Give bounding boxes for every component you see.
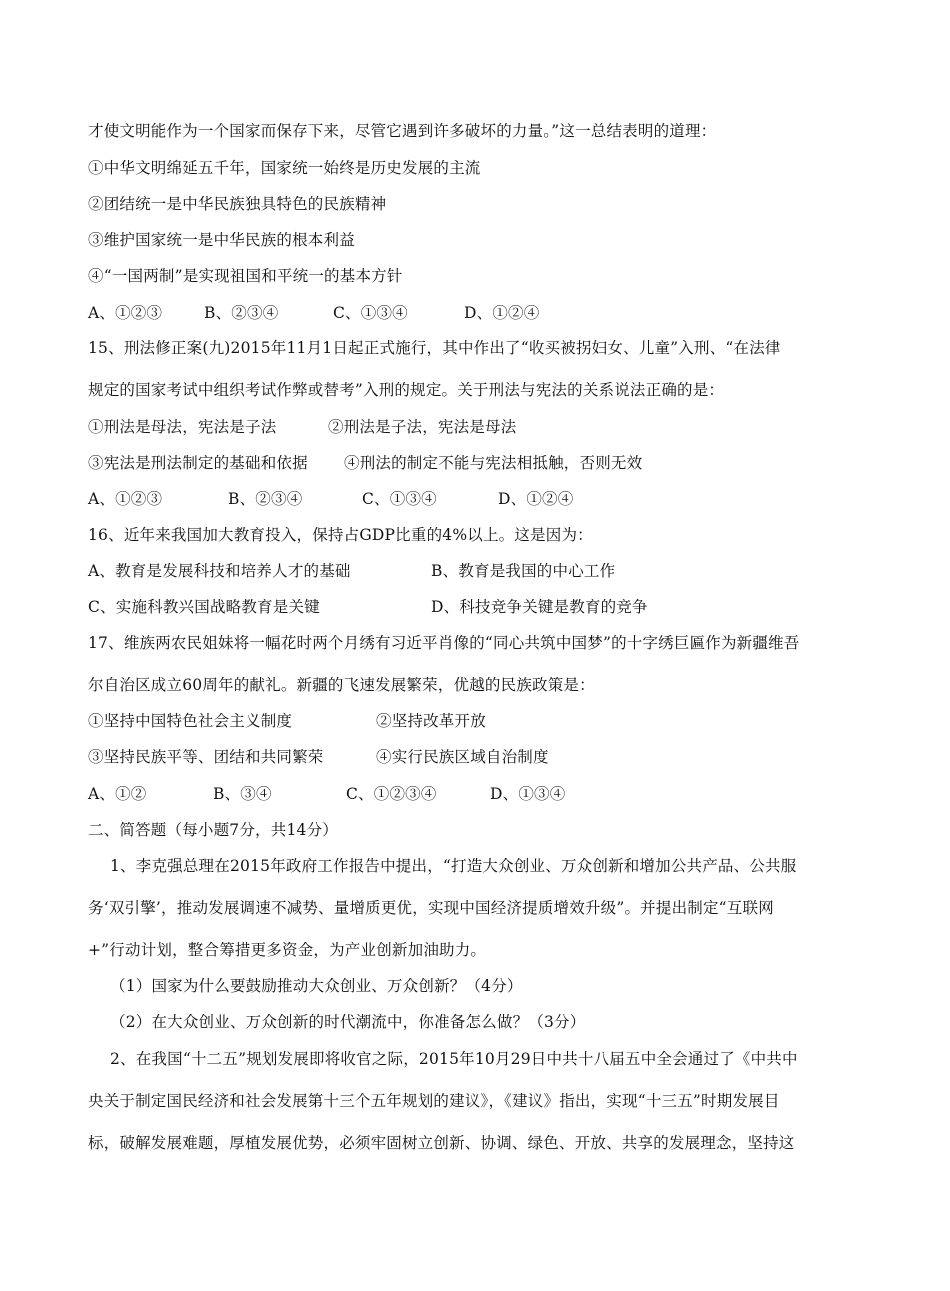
q16-stem: 16、近年来我国加大教育投入，保持占GDP比重的4%以上。这是因为： (88, 526, 593, 544)
section-2-heading: 二、简答题（每小题7分，共14分） (88, 821, 338, 839)
s2-q1-line-2: 务‘双引擎’，推动发展调速不减势、量增质更优，实现中国经济提质增效升级”。并提出制定“互联网 (88, 899, 774, 917)
q17-stem-line-1: 17、维族两农民姐妹将一幅花时两个月绣有习近平肖像的“同心共筑中国梦”的十字绣巨匾作为新疆维吾 (88, 634, 800, 652)
q15-stem-line-1: 15、刑法修正案(九)2015年11月1日起正式施行，其中作出了“收买被拐妇女、儿童”入刑、“在法律 (88, 339, 781, 357)
q14-statement-3: ③维护国家统一是中华民族的根本利益 (88, 231, 355, 249)
s2-q2-line-2: 央关于制定国民经济和社会发展第十三个五年规划的建议》，《建议》指出，实现“十三五”时期发展目 (88, 1092, 780, 1110)
q14-statement-2: ②团结统一是中华民族独具特色的民族精神 (88, 195, 387, 213)
q17-stem-line-2: 尔自治区成立60周年的献礼。新疆的飞速发展繁荣，优越的民族政策是： (88, 676, 595, 694)
s2-q1-sub-2: （2）在大众创业、万众创新的时代潮流中，你准备怎么做？（3分） (110, 1013, 586, 1031)
q16-option-a[interactable]: A、教育是发展科技和培养人才的基础 (88, 562, 351, 580)
q15-statement-3: ③宪法是刑法制定的基础和依据 (88, 454, 308, 472)
q16-option-c[interactable]: C、实施科教兴国战略教育是关键 (88, 598, 320, 616)
q17-statement-1: ①坚持中国特色社会主义制度 (88, 712, 293, 730)
q15-statement-2: ②刑法是子法，宪法是母法 (328, 418, 517, 436)
q15-statement-1: ①刑法是母法，宪法是子法 (88, 418, 277, 436)
q17-statement-2: ②坚持改革开放 (376, 712, 486, 730)
q14-stem-tail: 才使文明能作为一个国家而保存下来，尽管它遇到许多破坏的力量。”这一总结表明的道理： (88, 122, 717, 140)
q17-statement-3: ③坚持民族平等、团结和共同繁荣 (88, 748, 324, 766)
s2-q1-sub-1: （1）国家为什么要鼓励推动大众创业、万众创新？（4分） (110, 977, 523, 995)
q15-option-a[interactable]: A、①②③ (88, 490, 163, 508)
s2-q1-line-3: +”行动计划，整合筹措更多资金，为产业创新加油助力。 (88, 941, 487, 959)
s2-q2-line-3: 标，破解发展难题，厚植发展优势，必须牢固树立创新、协调、绿色、开放、共享的发展理念，坚持这 (88, 1134, 795, 1152)
q17-statement-4: ④实行民族区域自治制度 (376, 748, 549, 766)
s2-q1-line-1: 1、李克强总理在2015年政府工作报告中提出，“打造大众创业、万众创新和增加公共产品、公共服 (110, 857, 797, 875)
q15-option-b[interactable]: B、②③④ (228, 490, 303, 508)
q14-statement-4: ④“一国两制”是实现祖国和平统一的基本方针 (88, 267, 403, 285)
q15-option-d[interactable]: D、①②④ (498, 490, 574, 508)
q17-option-b[interactable]: B、③④ (213, 785, 272, 803)
q14-option-b[interactable]: B、②③④ (204, 304, 279, 322)
q14-option-d[interactable]: D、①②④ (464, 304, 540, 322)
q17-option-a[interactable]: A、①② (88, 785, 147, 803)
s2-q2-line-1: 2、在我国“十二五”规划发展即将收官之际，2015年10月29日中共十八届五中全会通过了《中共中 (110, 1050, 798, 1068)
q16-option-d[interactable]: D、科技竞争关键是教育的竞争 (431, 598, 648, 616)
q15-statement-4: ④刑法的制定不能与宪法相抵触，否则无效 (344, 454, 643, 472)
q14-option-c[interactable]: C、①③④ (333, 304, 408, 322)
q15-stem-line-2: 规定的国家考试中组织考试作弊或替考”入刑的规定。关于刑法与宪法的关系说法正确的是： (88, 381, 725, 399)
q16-option-b[interactable]: B、教育是我国的中心工作 (431, 562, 616, 580)
q17-option-d[interactable]: D、①③④ (490, 785, 566, 803)
q14-option-a[interactable]: A、①②③ (88, 304, 163, 322)
q17-option-c[interactable]: C、①②③④ (346, 785, 437, 803)
q15-option-c[interactable]: C、①③④ (362, 490, 437, 508)
q14-statement-1: ①中华文明绵延五千年，国家统一始终是历史发展的主流 (88, 159, 481, 177)
